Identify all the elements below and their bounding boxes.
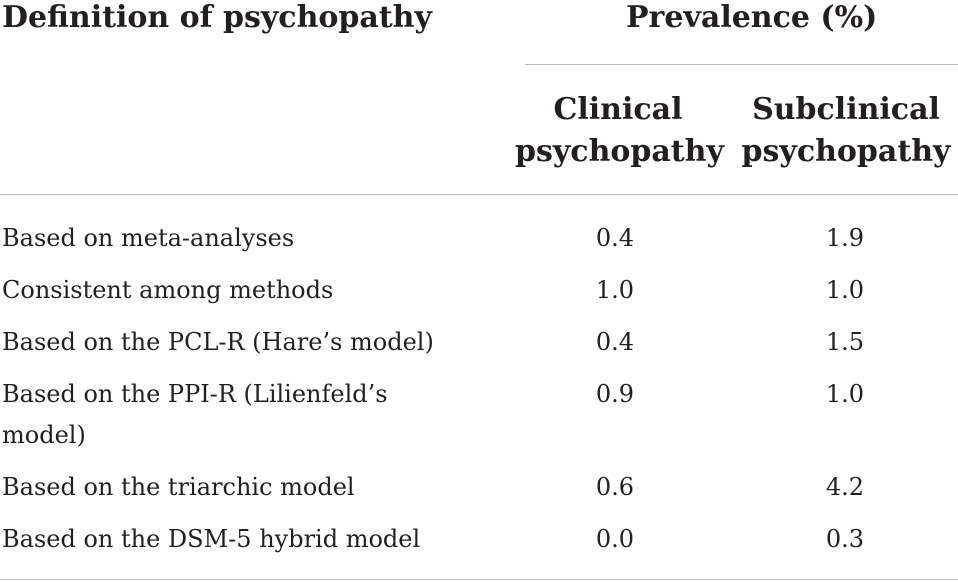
header-prevalence: Prevalence (%)	[626, 0, 878, 35]
row-subclinical-value: 1.0	[825, 380, 865, 408]
row-subclinical-value: 4.2	[825, 473, 865, 501]
row-clinical-value: 0.0	[595, 525, 635, 553]
header-subclinical-line2: psychopathy	[741, 134, 951, 169]
table-bottom-rule	[0, 579, 958, 580]
row-label: Based on the triarchic model	[2, 473, 355, 501]
row-clinical-value: 0.4	[595, 224, 635, 252]
row-label: Based on meta-analyses	[2, 224, 295, 252]
header-subclinical-line1: Subclinical	[752, 92, 940, 127]
row-clinical-value: 1.0	[595, 276, 635, 304]
row-label: Based on the DSM-5 hybrid model	[2, 525, 421, 553]
row-subclinical-value: 1.5	[825, 328, 865, 356]
row-subclinical-value: 1.0	[825, 276, 865, 304]
header-clinical-line2: psychopathy	[515, 134, 724, 169]
prevalence-underline	[525, 64, 958, 65]
row-clinical-value: 0.4	[595, 328, 635, 356]
header-clinical-line1: Clinical	[553, 92, 683, 127]
row-subclinical-value: 0.3	[825, 525, 865, 553]
row-clinical-value: 0.6	[595, 473, 635, 501]
row-label-line2: model)	[2, 421, 86, 449]
row-label: Consistent among methods	[2, 276, 334, 304]
row-clinical-value: 0.9	[595, 380, 635, 408]
header-bottom-rule	[0, 194, 958, 195]
row-subclinical-value: 1.9	[825, 224, 865, 252]
row-label-line1: Based on the PPI-R (Lilienfeld’s	[2, 380, 388, 408]
row-label: Based on the PCL-R (Hare’s model)	[2, 328, 434, 356]
header-definition: Definition of psychopathy	[2, 0, 432, 35]
